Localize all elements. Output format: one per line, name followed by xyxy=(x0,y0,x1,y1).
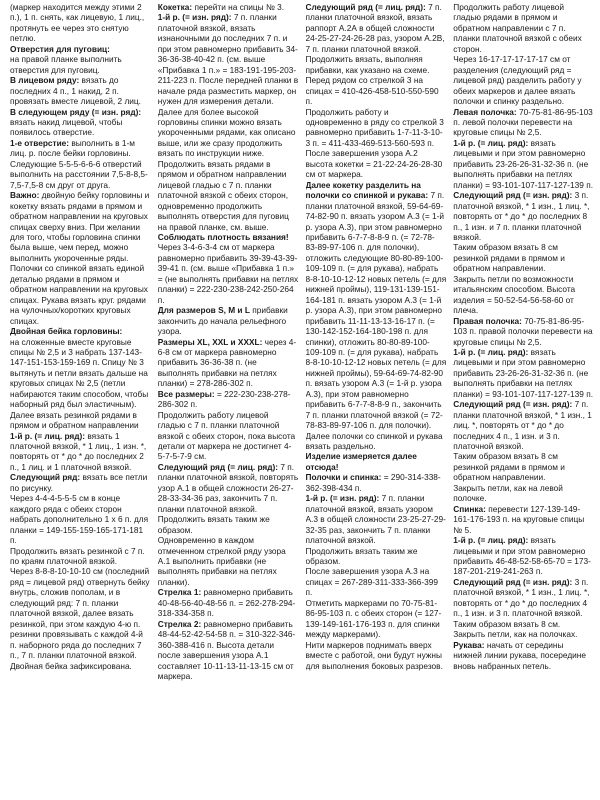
paragraph: Отметить маркерами по 70-75-81-86-95-103 п. с обеих сторон (= 127-139-149-161-176-193 п. для спинки между маркерами). xyxy=(305,597,442,640)
paragraph-text: равномерно прибавить 48-44-52-42-54-58 п. = 310-322-346-360-388-416 п. Высота детали после завершения узора А.1 составляет 10-11-13-11-13-15 см от маркера. xyxy=(157,618,296,681)
bold-heading: Отверстия для пуговиц: xyxy=(10,43,110,54)
paragraph xyxy=(158,587,299,618)
bold-heading: Следующий ряд (= лиц. ряд): xyxy=(157,461,279,472)
paragraph-text: выполнить в 1-м лиц. р. после бейки горловины. Следующие 5-5-5-6-6-6 отверстий выполнить на расстоянии 7,5-8-8,5-7,5-7,5-8 см друг от друга. xyxy=(10,137,148,190)
paragraph-text: вязать накид лицевой, чтобы появилось отверстие. xyxy=(10,116,123,138)
paragraph-text: = 222-230-238-278-286-302 п. xyxy=(157,388,291,410)
paragraph xyxy=(453,138,594,190)
paragraph-text: двойную бейку горловины и кокетку вязать рядами в прямом и обратном направлении на круговых спицах сверху вниз. При желании для того, чтобы горловина спинки была выше, чем перед, можно выполнить укороченные ряды. Полочки со спинкой вязать единой деталью рядами в прямом и обратном направлении на круговых спицах. Рукава вязать круг. рядами на чулочных/коротких круговых спицах. xyxy=(10,190,150,326)
paragraph xyxy=(158,159,299,243)
paragraph: Перед рядом со стрелкой 3 на спицах = 410-426-458-510-550-590 п. xyxy=(305,75,439,107)
paragraph xyxy=(306,451,447,472)
paragraph-text: через 4-6-8 см от маркера равномерно прибавить 36-36-38 п. (не выполнять прибавки на петлях планки) = 278-286-302 п. xyxy=(157,336,297,389)
paragraph: Продолжить вязать резинкой с 7 п. по краям платочной вязкой. xyxy=(10,545,145,567)
paragraph xyxy=(158,337,299,389)
bold-heading: 1-й р. (= изн. ряд): xyxy=(157,12,232,23)
bold-heading: Рукава: xyxy=(453,639,485,650)
paragraph: Таким образом вязать 8 см резинкой рядами в прямом и обратном направлении. xyxy=(453,451,565,483)
paragraph xyxy=(10,326,151,336)
paragraph xyxy=(306,180,447,431)
paragraph xyxy=(453,640,594,671)
bold-heading: 1-й р. (= лиц. ряд): xyxy=(453,535,529,546)
bold-heading: В лицевом ряду: xyxy=(10,75,80,86)
paragraph: Продолжить вязать таким же образом. xyxy=(157,514,270,535)
paragraph xyxy=(453,535,594,577)
bold-heading: Для размеров S, M и L xyxy=(157,305,250,316)
paragraph: на правой планке выполнить отверстия для пуговиц. xyxy=(10,54,122,75)
paragraph: Через 3-4-6-3-4 см от маркера равномерно прибавить 39-39-43-39-39-41 п. (см. выше «Прибавка 1 п.» = (не выполнять прибавки на петлях планки) = 222-230-238-242-250-264 п. xyxy=(157,242,299,305)
paragraph xyxy=(453,316,594,347)
paragraph-text: 3 п. платочной вязкой, * 1 изн., 1 лиц. *, повторять от * до * до последних 8 п., 1 изн. и 7 п. планки платочной вязкой. xyxy=(453,190,590,242)
paragraph-text: 7 п. планки платочной вязкой, вязать раппорт А.2А в общей сложности 24-25-27-24-26-28 раз, узором А.2В, 7 п. планки платочной вязкой. xyxy=(305,2,445,54)
paragraph-text: 7 п. планки платочной вязкой, * 1 изн., 1 лиц. *, повторять от * до * до последних 4 п., 1 изн. и 3 п. платочной вязкой. xyxy=(453,399,592,452)
paragraph-text: начать от середины нижней линии рукава, посередине вновь набранных петель. xyxy=(453,639,587,671)
paragraph-text: равномерно прибавить 40-48-56-40-48-56 п. = 262-278-294-318-334-358 п. xyxy=(157,587,296,619)
paragraph-text: вязать 1 платочной вязкой, * 1 лиц., 1 изн. *, повторять от * до * до последних 2 п., 1 лиц. и 1 платочной вязкой. xyxy=(10,430,147,472)
paragraph xyxy=(158,389,299,410)
paragraph: Через 16-17-17-17-17-17 см от разделения (следующий ряд = лицевой ряд) разделить работу у обеих маркеров и далее вязать полочки и спинку раздельно. xyxy=(453,54,582,107)
paragraph xyxy=(453,190,594,242)
paragraph xyxy=(158,12,299,106)
paragraph xyxy=(10,107,151,138)
paragraph: После завершения узора А.3 на спицах = 267-289-311-333-366-399 п. xyxy=(305,566,439,598)
paragraph-text: перейти на спицы № 3. xyxy=(192,2,285,12)
paragraph: Продолжить работу и одновременно в ряду со стрелкой 3 равномерно прибавить 1-7-11-3-10-3 п. = 411-433-469-513-560-593 п. xyxy=(305,106,444,148)
bold-heading: Следующий ряд (= изн. ряд): xyxy=(453,190,573,201)
paragraph-text: 3 п. платочной вязкой, * 1 изн., 1 лиц. *, повторять от * до * до последних 4 п., 1 изн. и 3 п. платочной вязкой. xyxy=(453,576,590,619)
paragraph xyxy=(453,577,594,619)
paragraph xyxy=(453,504,594,535)
paragraph: Нити маркеров поднимать вверх вместе с работой, они будут нужны для выполнения боковых разрезов. xyxy=(305,639,443,671)
paragraph: Таким образом вязать 8 см. xyxy=(453,618,561,629)
paragraph xyxy=(453,347,594,399)
paragraph-text: прибавки закончить до начала рельефного узора. xyxy=(157,305,288,337)
paragraph xyxy=(306,493,447,545)
bold-heading: Следующий ряд: xyxy=(10,472,81,483)
bold-heading: Кокетка: xyxy=(157,2,193,12)
bold-heading: 1-й р. (= лиц. ряд): xyxy=(453,346,529,357)
bold-heading: Важно: xyxy=(10,190,40,201)
paragraph xyxy=(158,2,299,12)
paragraph-text: вязать лицевыми и при этом равномерно прибавить 46-48-52-58-65-70 = 173-187-201-219-241-263 п. xyxy=(453,535,591,577)
paragraph-text: 7 п. планки платочной вязкой, 59-64-69-74-82-90 п. вязать узором А.3 (= 1-й р. узора А.3), при этом равномерно прибавить 6-7-7-8-8-9 п. (= 72-78-83-89-97-106 п. для полочки), отложить следующие 80-80-89-100-109-109 п. (= для рукава), набрать 8-8-10-10-12-12 новых петель (= для нижней проймы), 119-131-139-151-164-181 п. вязать узором А.3 (= 1-й р. узора А.3), при этом равномерно прибавить 11-11-13-13-16-17 п. (= 130-142-152-164-180-198 п. для спинки), отложить 80-80-89-100-109-109 п. (= для рукава), набрать 8-8-10-10-12-12 новых петель (= для нижней проймы), 59-64-69-74-82-90 п. вязать узором А.3 (= 1-й р. узора А.3), при этом равномерно прибавить 6-7-7-8-8-9 п., закончить 7 п. планки платочной вязкой (= 72-78-83-89-97-106 п. для полочки). xyxy=(305,190,447,431)
bold-heading: Спинка: xyxy=(453,503,486,514)
bold-heading: Двойная бейка горловины: xyxy=(10,326,123,337)
paragraph: Продолжить вязать, выполняя прибавки, как указано на схеме. xyxy=(305,54,430,75)
text-column-1 xyxy=(10,2,151,800)
paragraph-text: 70-75-81-86-95-103 п. левой полочки перевести на круговые спицы № 2,5. xyxy=(453,106,593,138)
paragraph: (маркер находится между этими 2 п.), 1 п. снять, как лицевую, 1 лиц., протянуть ее через это снятую петлю. xyxy=(10,2,145,44)
paragraph: Таким образом вязать 8 см резинкой рядами в прямом и обратном направлении. xyxy=(453,242,565,274)
paragraph: Далее полочки со спинкой и рукава вязать раздельно. xyxy=(305,430,443,452)
bold-heading: 1-й р. (= лиц. ряд): xyxy=(10,430,86,441)
bold-heading: Стрелка 1: xyxy=(157,587,202,598)
paragraph-text: 70-75-81-86-95-103 п. правой полочки перевести на круговые спицы № 2,5. xyxy=(453,315,593,347)
bold-heading: 1-й р. (= изн. ряд): xyxy=(305,493,380,504)
paragraph: на сложенные вместе круговые спицы № 2,5 и 3 набрать 137-143-147-151-153-159-169 п. Спицу № 3 вытянуть и петли вязать дальше на круговых спицах № 2,5 (петли набираются таким способом, чтобы наборный ряд был эластичным). Далее вязать резинкой рядами в прямом и обратном направлении xyxy=(10,336,149,431)
bold-heading: Далее кокетку разделить на полочки со спинкой и рукава: xyxy=(305,179,429,201)
paragraph xyxy=(10,44,151,54)
bold-heading: Левая полочка: xyxy=(453,106,517,117)
paragraph-text: = 290-314-338-362-398-434 п. xyxy=(305,472,441,493)
paragraph: Одновременно в каждом отмеченном стрелкой ряду узора А.1 выполнить прибавки (не выполнять прибавки на петлях планки). xyxy=(157,535,286,587)
paragraph xyxy=(158,462,299,514)
paragraph xyxy=(10,190,151,326)
bold-heading: Следующий ряд (= изн. ряд): xyxy=(453,576,573,587)
paragraph-text: вязать до последних 4 п., 1 накид, 2 п. провязать вместе лицевой, 2 лиц. xyxy=(10,75,141,107)
bold-heading: Полочки и спинка: xyxy=(305,472,382,483)
paragraph-text: перевести 127-139-149-161-176-193 п. на круговые спицы № 5. xyxy=(453,503,585,535)
bold-heading: Размеры XL, XXL и XXXL: xyxy=(157,336,263,347)
paragraph-text: вязать лицевыми и при этом равномерно прибавить 23-26-26-31-32-36 п. (не выполнять прибавки на петлях планки) = 93-101-107-117-127-139 п. xyxy=(453,137,594,190)
paragraph xyxy=(453,399,594,451)
paragraph xyxy=(10,138,151,190)
bold-heading: Правая полочка: xyxy=(453,315,522,326)
paragraph: Закрыть петли по возможности итальянским способом. Высота изделия = 50-52-54-56-58-60 от плеча. xyxy=(453,273,576,316)
paragraph xyxy=(10,75,151,106)
bold-heading: Все размеры: xyxy=(157,388,215,399)
paragraph: Закрыть петли, как на полочках. xyxy=(453,629,578,640)
bold-heading: Следующий ряд (= изн. ряд): xyxy=(453,399,573,410)
paragraph-text: 7 п. планки платочной вязкой, вязать изнаночными до последних 7 п. и при этом равномерно прибавить 34-36-36-38-40-42 п. (см. выше «Прибавка 1 п.» = 183-191-195-203-211-223 п. После передней планки в начале ряда разместить маркер, он нужен для измерения детали. xyxy=(157,12,299,107)
text-column-2 xyxy=(158,2,299,800)
paragraph: Далее для более высокой горловины спинки можно вязать укороченными рядами, как описано выше, или же сразу продолжить вязать по инструкции ниже. xyxy=(157,106,296,159)
paragraph: Через 8-8-8-10-10-10 см (последний ряд = лицевой ряд) отвернуть бейку внутрь, сложив пополам, и в следующий ряд: 7 п. планки платочной вязкой, далее вязать резинкой, при этом каждую 4-ю п. резинки провязывать с каждой 4-й п. наборного ряда до последних 7 п., 7 п. планки платочной вязкой. Двойная бейка зафиксирована. xyxy=(10,566,150,671)
paragraph-text: 7 п. планки платочной вязкой, повторять узор А.1 в общей сложности 26-27-28-33-34-36 раз, закончить 7 п. планки платочной вязкой. xyxy=(157,461,299,514)
bold-heading: Соблюдать плотность вязания! xyxy=(157,231,289,242)
paragraph: Через 4-4-4-5-5-5 см в конце каждого ряда с обеих сторон набрать дополнительно 1 х 6 п. для планки = 149-155-159-165-171-181 п. xyxy=(10,493,149,546)
paragraph: Продолжить работу лицевой гладью рядами в прямом и обратном направлении с 7 п. планки платочной вязкой с обеих сторон. xyxy=(453,2,582,54)
paragraph xyxy=(453,107,594,138)
paragraph-text: 7 п. планки платочной вязкой, вязать узором А.3 в общей сложности 23-25-27-29-32-35 раз, закончить 7 п. планки платочной вязкой. xyxy=(305,493,446,546)
paragraph: Продолжить работу лицевой гладью с 7 п. планки платочной вязкой с обеих сторон, пока высота детали от маркера не достигнет 4-5-7-5-7-9 см. xyxy=(157,409,296,462)
bold-heading: 1-е отверстие: xyxy=(10,137,70,148)
bold-heading: Следующий ряд (= лиц. ряд): xyxy=(305,2,426,12)
paragraph-text: вязать все петли по рисунку. xyxy=(10,472,148,493)
paragraph xyxy=(10,472,151,493)
paragraph: Продолжить вязать таким же образом. xyxy=(305,545,418,567)
paragraph xyxy=(158,619,299,682)
paragraph xyxy=(158,305,299,336)
paragraph xyxy=(10,431,151,473)
text-column-4 xyxy=(453,2,594,800)
bold-heading: 1-й р. (= лиц. ряд): xyxy=(453,137,529,148)
paragraph: После завершения узора А.2 высота кокетки = 21-22-24-26-28-30 см от маркера. xyxy=(305,148,443,180)
bold-heading: Стрелка 2: xyxy=(157,618,202,629)
paragraph xyxy=(306,2,447,54)
paragraph: Закрыть петли, как на левой полочке. xyxy=(453,482,563,504)
bold-heading: Изделие измеряется далее отсюда! xyxy=(305,451,417,472)
paragraph xyxy=(306,472,447,493)
bold-heading: В следующем ряду (= изн. ряд): xyxy=(10,106,142,117)
text-column-3 xyxy=(306,2,447,800)
paragraph-text: вязать лицевыми и при этом равномерно прибавить 23-26-26-31-32-36 п. (не выполнять прибавки на петлях планки) = 93-101-107-117-127-139 п. xyxy=(453,346,594,399)
paragraph-text: Продолжить вязать рядами в прямом и обратном направлении лицевой гладью с 7 п. планки платочной вязкой с обеих сторон, одновременно продолжить выполнять отверстия для пуговиц на правой планке, см. выше. xyxy=(157,158,289,232)
